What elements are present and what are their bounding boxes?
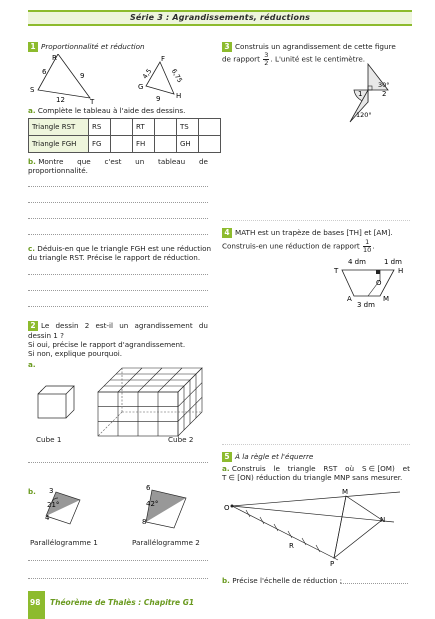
cell-ts: TS [177,119,199,136]
word: du [198,321,208,330]
length-4dm: 4 dm [348,258,366,266]
ex4-line2 [222,239,375,254]
series-header [28,10,412,26]
word: Le [41,321,50,330]
ex3-text-2b: . L'unité est le centimètre. [270,54,366,64]
ex3-text-1: Construis un agrandissement de cette figure [235,42,396,51]
separator [222,220,410,221]
ex1-qc-label: c. [28,244,35,253]
label-r: R [52,54,57,62]
answer-line[interactable] [28,578,208,579]
side-st: 12 [56,96,65,104]
ex1-question-b [28,157,208,166]
length-1dm: 1 dm [384,258,402,266]
word: Construis [231,464,266,473]
parallelogram-1-label: Parallélogramme 1 [30,538,98,547]
cell-fh-value[interactable] [155,136,177,153]
label-h: H [398,267,404,275]
word: 2 [84,321,90,330]
ratio-numerator: 3 [264,51,269,59]
ratio-numerator: 1 [363,239,371,247]
cell-ts-value[interactable] [199,119,221,136]
chapter-title: Théorème de Thalès : Chapitre G1 [50,598,195,607]
side-gh: 9 [156,95,161,103]
ex5-qa-label: a. [222,464,230,473]
cell-rs-value[interactable] [111,119,133,136]
word: S ∈ [OM) [361,464,395,473]
word: le [273,464,280,473]
ex1-qb-label: b. [28,157,36,166]
label-g: G [138,83,144,91]
ex4-ratio [363,239,371,254]
period: . [372,241,375,251]
label-o: O [224,504,230,512]
word: agrandissement [134,321,193,330]
cube-1-label: Cube 1 [36,435,62,444]
cell-fg-value[interactable] [111,136,133,153]
p2-side: 6 [146,484,151,492]
answer-line[interactable] [28,234,208,235]
ex5-heading [222,452,313,462]
ex5-qa-line2: T ∈ [ON) réduction du triangle MNP sans mesurer. [222,473,403,482]
cell-fg: FG [89,136,111,153]
cell-gh-value[interactable] [199,136,221,153]
parallelograms-figure [36,484,206,532]
word: que [77,157,91,166]
p2-angle: 42° [146,500,159,508]
word: dessin [55,321,79,330]
word: Montre [38,157,64,166]
label-s: S [30,86,35,94]
ex2-qa-label: a. [28,360,36,369]
ex2-number: 2 [28,321,38,331]
label-r: R [289,542,294,550]
ex5-qb-label: b. [222,576,230,585]
answer-line[interactable] [28,202,208,203]
triangle-mnp [334,496,382,558]
ex2-line1 [28,321,208,331]
row-label: Triangle RST [29,119,89,136]
ex4-text-1: MATH est un trapèze de bases [TH] et [AM]. [235,228,393,237]
cube-2 [98,368,202,436]
cube-2-label: Cube 2 [168,435,194,444]
p2-other: 8 [142,518,147,526]
label-h: H [176,92,182,100]
answer-line[interactable] [28,306,208,307]
word: et [402,464,410,473]
answer-line[interactable] [340,583,408,584]
series-title: Série 3 : Agrandissements, réductions [129,13,311,22]
ex1-qa-label: a. [28,106,36,115]
trapezoid-math [342,270,394,296]
ex1-qb-line2: proportionnalité. [28,166,88,175]
answer-line[interactable] [28,290,208,291]
ex5-number: 5 [222,452,232,462]
ex4-text-2: Construis-en une réduction de rapport [222,241,360,251]
ex1-qa-text: Complète le tableau à l'aide des dessins. [37,106,186,115]
ex1-question-c [28,244,211,253]
table-row [29,136,221,153]
side-rt: 9 [80,72,85,80]
word: un [135,157,145,166]
p1-other: 4 [45,514,50,522]
answer-line[interactable] [28,218,208,219]
ex1-heading [28,42,145,52]
ex3-line1 [222,42,396,52]
page-number: 98 [30,598,41,607]
p1-angle: 21° [47,501,60,509]
ex1-title: Proportionnalité et réduction [41,42,145,51]
side-fh: 6,75 [169,67,184,85]
cell-gh: GH [177,136,199,153]
ex2-qb-label: b. [28,487,36,496]
word: de [198,157,208,166]
label-n: N [380,516,386,524]
ray-on [232,506,394,522]
label-a: A [347,295,352,303]
trapezoid-figure [328,256,412,310]
row-label: Triangle FGH [29,136,89,153]
ex5-qa-line1 [222,464,410,473]
ex1-number: 1 [28,42,38,52]
word: RST [323,464,338,473]
side-rs: 6 [42,68,47,76]
length-1: 1 [358,90,363,98]
ex2-line4: Si non, explique pourquoi. [28,349,122,358]
ex3-number: 3 [222,42,232,52]
word: c'est [104,157,122,166]
ex1-qc-text-1: Déduis-en que le triangle FGH est une réduction [37,244,212,253]
ratio-denominator: 2 [264,59,269,67]
ex4-line1 [222,228,393,238]
ex5-figure [222,486,412,570]
word: est-il [95,321,114,330]
cell-fh: FH [133,136,155,153]
ex3-figure [342,60,412,152]
ex1-question-a [28,106,185,115]
proportion-table [28,118,221,153]
parallelogram-2 [146,490,186,528]
angle-120: 120° [356,111,372,119]
parallelogram-2-label: Parallélogramme 2 [132,538,200,547]
ex2-line2: dessin 1 ? [28,331,64,340]
word: un [119,321,129,330]
cell-rt: RT [133,119,155,136]
angle-30: 30° [378,81,390,89]
label-t: T [90,98,95,106]
cell-rt-value[interactable] [155,119,177,136]
ray-op [232,506,338,560]
word: où [345,464,355,473]
label-t: T [334,267,339,275]
label-m: M [342,488,349,496]
ex3-text-2a: de rapport [222,54,260,64]
cubes-figure [28,362,208,440]
answer-line[interactable] [28,560,208,561]
cube-1 [38,386,74,418]
p1-side: 3 [49,487,54,495]
length-3dm: 3 dm [357,301,375,309]
label-p: P [330,560,335,568]
ex3-ratio [263,52,269,67]
cell-rs: RS [89,119,111,136]
label-m: M [383,295,390,303]
label-f: F [161,55,166,63]
answer-line[interactable] [28,186,208,187]
side-fg: 4,5 [140,67,154,81]
answer-line[interactable] [28,462,208,463]
ex2-line3: Si oui, précise le rapport d'agrandissement. [28,340,186,349]
ex4-number: 4 [222,228,232,238]
ex5-title: À la règle et l'équerre [235,452,314,461]
length-2: 2 [382,90,387,98]
ray-om [232,492,400,506]
word: triangle [287,464,316,473]
ratio-denominator: 10 [363,246,372,254]
ex5-qb-text: Précise l'échelle de réduction : [232,576,343,585]
triangle-fgh [146,62,174,94]
word: tableau [158,157,186,166]
ex5-question-b [222,576,342,585]
separator [222,444,410,445]
answer-line[interactable] [28,274,208,275]
ex1-qc-text-2: du triangle RST. Précise le rapport de réduction. [28,253,201,262]
table-row [29,119,221,136]
label-o: O [376,279,382,287]
ex1-triangles-figure [28,54,208,106]
